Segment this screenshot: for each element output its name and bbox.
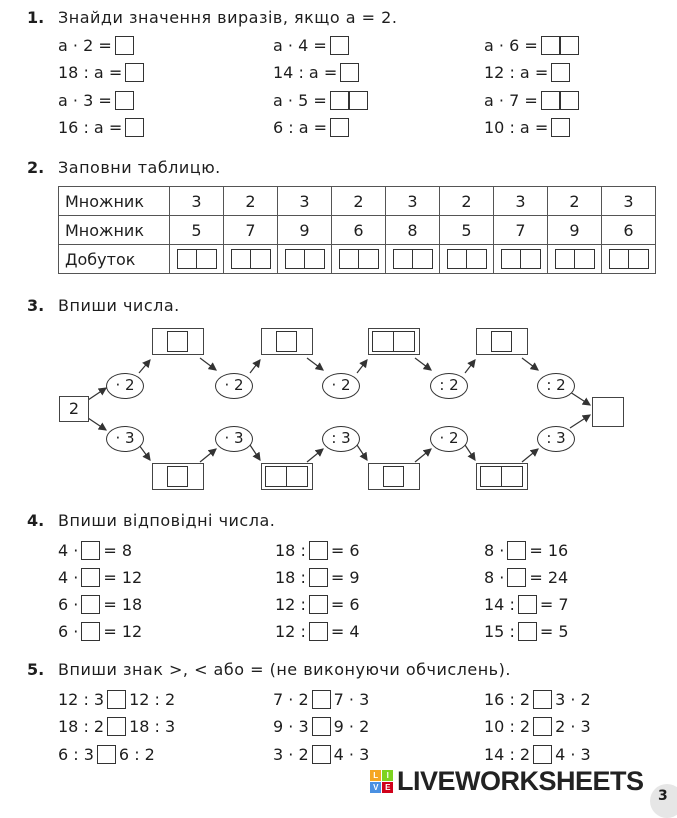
equation-right: = 7 xyxy=(539,595,569,614)
operation-oval: · 2 xyxy=(430,426,468,452)
table-cell: 2 xyxy=(440,187,494,216)
equation xyxy=(484,568,568,587)
operation-oval: : 2 xyxy=(430,373,468,399)
comparison xyxy=(484,745,591,764)
expression-text: a · 4 = xyxy=(273,36,327,55)
equation xyxy=(484,541,568,560)
comparison-right: 18 : 3 xyxy=(129,717,176,736)
comparison-right: 4 · 3 xyxy=(333,745,370,764)
answer-box[interactable] xyxy=(309,595,328,614)
answer-frame xyxy=(476,463,528,490)
comparison-right: 4 · 3 xyxy=(555,745,591,764)
expression-text: a · 3 = xyxy=(58,91,112,110)
table-cell: 6 xyxy=(602,216,656,245)
comparison-left: 16 : 2 xyxy=(484,690,531,709)
answer-box[interactable] xyxy=(81,622,100,641)
expression-text: 12 : a = xyxy=(484,63,549,82)
logo-mark-tile: I xyxy=(382,770,393,781)
equation-left: 4 · xyxy=(58,541,79,560)
sign-box[interactable] xyxy=(107,717,126,736)
sign-box[interactable] xyxy=(312,745,331,764)
comparison xyxy=(58,745,155,764)
comparison-right: 2 · 3 xyxy=(555,717,591,736)
equation xyxy=(275,595,360,614)
liveworksheets-logo xyxy=(370,766,644,797)
equation-right: = 4 xyxy=(330,622,360,641)
comparison-right: 3 · 2 xyxy=(555,690,591,709)
equation-right: = 9 xyxy=(330,568,360,587)
equation xyxy=(484,622,569,641)
task4-number: 4. xyxy=(27,511,45,530)
equation-right: = 18 xyxy=(103,595,143,614)
equation-right: = 12 xyxy=(103,622,143,641)
equation-left: 6 · xyxy=(58,595,79,614)
page-number: 3 xyxy=(650,784,677,818)
equation xyxy=(58,568,142,587)
answer-box[interactable] xyxy=(393,331,415,352)
table-cell: 9 xyxy=(548,216,602,245)
logo-mark-tile: E xyxy=(382,782,393,793)
table-cell: 3 xyxy=(278,187,332,216)
equation xyxy=(58,595,142,614)
table-cell: 2 xyxy=(548,187,602,216)
answer-box[interactable] xyxy=(507,541,526,560)
task3-number: 3. xyxy=(27,296,45,315)
comparison-left: 10 : 2 xyxy=(484,717,531,736)
comparison-right: 9 · 2 xyxy=(333,717,370,736)
operation-oval: : 3 xyxy=(537,426,575,452)
table-cell: 2 xyxy=(224,187,278,216)
sign-box[interactable] xyxy=(312,690,331,709)
logo-mark xyxy=(370,770,393,793)
comparison xyxy=(273,717,369,736)
answer-box[interactable] xyxy=(480,466,502,487)
answer-box[interactable] xyxy=(383,466,404,487)
answer-box[interactable] xyxy=(81,541,100,560)
table-cell: 3 xyxy=(494,187,548,216)
answer-box[interactable] xyxy=(265,466,287,487)
final-answer-box[interactable] xyxy=(592,397,624,427)
answer-frame xyxy=(152,463,204,490)
comparison xyxy=(58,717,175,736)
comparison-left: 6 : 3 xyxy=(58,745,94,764)
equation xyxy=(58,622,142,641)
table-cell: 9 xyxy=(278,216,332,245)
comparison-left: 7 · 2 xyxy=(273,690,309,709)
equation-left: 18 : xyxy=(275,541,306,560)
equation xyxy=(58,541,132,560)
equation-left: 8 · xyxy=(484,568,505,587)
comparison xyxy=(273,745,369,764)
comparison-left: 14 : 2 xyxy=(484,745,531,764)
row-label-factor2: Множник xyxy=(59,216,170,245)
table-cell: 5 xyxy=(440,216,494,245)
answer-box[interactable] xyxy=(286,466,308,487)
equation-right: = 24 xyxy=(529,568,569,587)
comparison xyxy=(273,690,369,709)
task5-title: Впиши знак >, < або = (не виконуючи обчислень). xyxy=(58,660,511,679)
expression-text: 6 : a = xyxy=(273,118,328,137)
task3-title: Впиши числа. xyxy=(58,296,180,315)
expression-text: a · 7 = xyxy=(484,91,538,110)
equation-left: 8 · xyxy=(484,541,505,560)
comparison-right: 7 · 3 xyxy=(333,690,370,709)
expression-text: 14 : a = xyxy=(273,63,338,82)
equation-left: 14 : xyxy=(484,595,515,614)
sign-box[interactable] xyxy=(533,717,552,736)
answer-box[interactable] xyxy=(81,568,100,587)
answer-box[interactable] xyxy=(518,595,537,614)
logo-mark-tile: V xyxy=(370,782,381,793)
answer-box[interactable] xyxy=(518,622,537,641)
expression-text: 18 : a = xyxy=(58,63,123,82)
comparison xyxy=(484,690,591,709)
answer-box[interactable] xyxy=(309,622,328,641)
answer-box[interactable] xyxy=(309,541,328,560)
expression-text: a · 5 = xyxy=(273,91,327,110)
task1-number: 1. xyxy=(27,8,45,27)
equation-left: 15 : xyxy=(484,622,515,641)
equation-right: = 16 xyxy=(529,541,569,560)
table-cell: 2 xyxy=(332,187,386,216)
equation xyxy=(484,595,569,614)
row-label-factor1: Множник xyxy=(59,187,170,216)
task1-title: Знайди значення виразів, якщо a = 2. xyxy=(58,8,398,27)
equation xyxy=(275,568,360,587)
answer-frame xyxy=(261,463,313,490)
table-cell: 5 xyxy=(170,216,224,245)
operation-oval: : 3 xyxy=(322,426,360,452)
table-cell: 3 xyxy=(386,187,440,216)
equation-left: 12 : xyxy=(275,595,306,614)
comparison xyxy=(484,717,591,736)
row-label-product: Добуток xyxy=(59,245,170,274)
logo-mark-tile: L xyxy=(370,770,381,781)
expression-text: 16 : a = xyxy=(58,118,123,137)
answer-box[interactable] xyxy=(491,331,512,352)
answer-box[interactable] xyxy=(276,331,297,352)
operation-oval: : 2 xyxy=(537,373,575,399)
answer-box[interactable] xyxy=(372,331,394,352)
expression-text: a · 2 = xyxy=(58,36,112,55)
answer-frame xyxy=(261,328,313,355)
equation xyxy=(275,541,360,560)
answer-box[interactable] xyxy=(309,568,328,587)
task2-title: Заповни таблицю. xyxy=(58,158,221,177)
table-cell: 7 xyxy=(494,216,548,245)
sign-box[interactable] xyxy=(533,690,552,709)
sign-box[interactable] xyxy=(97,745,116,764)
equation-left: 12 : xyxy=(275,622,306,641)
equation-right: = 8 xyxy=(103,541,133,560)
table-cell: 3 xyxy=(602,187,656,216)
answer-box[interactable] xyxy=(167,331,188,352)
answer-frame xyxy=(368,463,420,490)
comparison xyxy=(58,690,175,709)
expression-text: a · 6 = xyxy=(484,36,538,55)
task2-number: 2. xyxy=(27,158,45,177)
comparison-left: 18 : 2 xyxy=(58,717,105,736)
comparison-left: 12 : 3 xyxy=(58,690,105,709)
comparison-left: 9 · 3 xyxy=(273,717,309,736)
table-cell: 7 xyxy=(224,216,278,245)
equation-left: 18 : xyxy=(275,568,306,587)
sign-box[interactable] xyxy=(533,745,552,764)
answer-box[interactable] xyxy=(167,466,188,487)
operation-oval: · 3 xyxy=(215,426,253,452)
operation-oval: · 2 xyxy=(322,373,360,399)
equation-left: 6 · xyxy=(58,622,79,641)
task4-title: Впиши відповідні числа. xyxy=(58,511,276,530)
equation-right: = 6 xyxy=(330,595,360,614)
answer-frame xyxy=(476,328,528,355)
table-cell: 6 xyxy=(332,216,386,245)
answer-frame xyxy=(368,328,420,355)
equation-left: 4 · xyxy=(58,568,79,587)
operation-oval: · 3 xyxy=(106,426,144,452)
start-number-box: 2 xyxy=(59,396,89,422)
sign-box[interactable] xyxy=(107,690,126,709)
logo-text: LIVEWORKSHEETS xyxy=(397,766,644,796)
table-cell: 3 xyxy=(170,187,224,216)
comparison-right: 6 : 2 xyxy=(118,745,155,764)
task5-number: 5. xyxy=(27,660,45,679)
answer-box[interactable] xyxy=(501,466,523,487)
equation-right: = 6 xyxy=(330,541,360,560)
operation-oval: · 2 xyxy=(215,373,253,399)
expression-text: 10 : a = xyxy=(484,118,549,137)
answer-frame xyxy=(152,328,204,355)
comparison-right: 12 : 2 xyxy=(129,690,176,709)
answer-box[interactable] xyxy=(507,568,526,587)
comparison-left: 3 · 2 xyxy=(273,745,309,764)
operation-oval: · 2 xyxy=(106,373,144,399)
equation-right: = 12 xyxy=(103,568,143,587)
equation xyxy=(275,622,360,641)
table-cell: 8 xyxy=(386,216,440,245)
sign-box[interactable] xyxy=(312,717,331,736)
equation-right: = 5 xyxy=(539,622,569,641)
answer-box[interactable] xyxy=(81,595,100,614)
